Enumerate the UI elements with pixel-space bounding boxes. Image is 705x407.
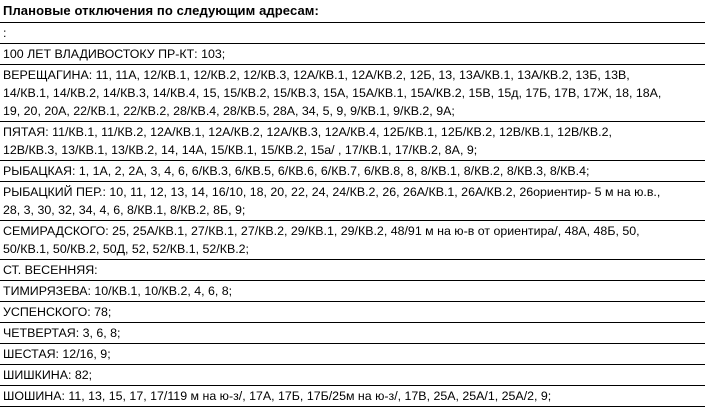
address-line: СТ. ВЕСЕННЯЯ: [3,263,98,277]
address-row [0,22,705,43]
address-line: ЧЕТВЕРТАЯ: 3, 6, 8; [3,326,121,340]
address-row [0,220,705,259]
address-row [0,343,705,364]
address-row [0,121,705,160]
address-line: 28, 3, 30, 32, 34, 4, 6, 8/КВ.1, 8/КВ.2, 8Б, 9; [3,203,246,217]
address-table [0,22,705,407]
address-row [0,160,705,181]
address-line: УСПЕНСКОГО: 78; [3,305,112,319]
address-line: ШЕСТАЯ: 12/16, 9; [3,347,111,361]
address-line: 12В/КВ.3, 13/КВ.1, 13/КВ.2, 14, 14А, 15/КВ.1, 15/КВ.2, 15а/ , 17/КВ.1, 17/КВ.2, 8А, 9; [3,143,478,157]
address-row [0,43,705,64]
address-line: 14/КВ.1, 14/КВ.2, 14/КВ.3, 14/КВ.4, 15, 15/КВ.2, 15/КВ.3, 15А, 15А/КВ.1, 15А/КВ.2, 15В, 15д, 17Б, 17В, 17Ж, 18, 18А, [3,86,662,100]
address-row [0,385,705,407]
address-line: 50/КВ.1, 50/КВ.2, 50Д, 52, 52/КВ.1, 52/КВ.2; [3,242,249,256]
address-row [0,64,705,121]
address-line: : [3,26,7,40]
page-title: Плановые отключения по следующим адресам: [3,3,319,18]
address-line: ШОШИНА: 11, 13, 15, 17, 17/119 м на ю-з/, 17А, 17Б, 17Б/25м на ю-з/, 17В, 25А, 25А/1, 25А/2, 9; [3,389,552,403]
address-line: РЫБАЦКИЙ ПЕР.: 10, 11, 12, 13, 14, 16/10, 18, 20, 22, 24, 24/КВ.2, 26, 26А/КВ.1, 26А/КВ.2, 26ориентир- 5 м на ю.в., [3,185,661,199]
address-line: 100 ЛЕТ ВЛАДИВОСТОКУ ПР-КТ: 103; [3,47,226,61]
address-row [0,364,705,385]
address-line: РЫБАЦКАЯ: 1, 1А, 2, 2А, 3, 4, 6, 6/КВ.3, 6/КВ.5, 6/КВ.6, 6/КВ.7, 6/КВ.8, 8, 8/КВ.1, 8/КВ.2, 8/КВ.3, 8/КВ.4; [3,164,590,178]
address-row [0,301,705,322]
address-row [0,259,705,280]
address-row [0,181,705,220]
address-line: СЕМИРАДСКОГО: 25, 25А/КВ.1, 27/КВ.1, 27/КВ.2, 29/КВ.1, 29/КВ.2, 48/91 м на ю-в от ориентира/, 48А, 48Б, 50, [3,224,640,238]
address-line: ВЕРЕЩАГИНА: 11, 11А, 12/КВ.1, 12/КВ.2, 12/КВ.3, 12А/КВ.1, 12А/КВ.2, 12Б, 13, 13А/КВ.1, 13А/КВ.2, 13Б, 13В, [3,68,630,82]
address-line: ТИМИРЯЗЕВА: 10/КВ.1, 10/КВ.2, 4, 6, 8; [3,284,233,298]
address-line: 19, 20, 20А, 22/КВ.1, 22/КВ.2, 28/КВ.4, 28/КВ.5, 28А, 34, 5, 9, 9/КВ.1, 9/КВ.2, 9А; [3,104,455,118]
address-row [0,322,705,343]
address-row [0,280,705,301]
address-line: ПЯТАЯ: 11/КВ.1, 11/КВ.2, 12А/КВ.1, 12А/КВ.2, 12А/КВ.3, 12А/КВ.4, 12Б/КВ.1, 12Б/КВ.2, 12В/КВ.1, 12В/КВ.2, [3,125,612,139]
address-line: ШИШКИНА: 82; [3,368,93,382]
